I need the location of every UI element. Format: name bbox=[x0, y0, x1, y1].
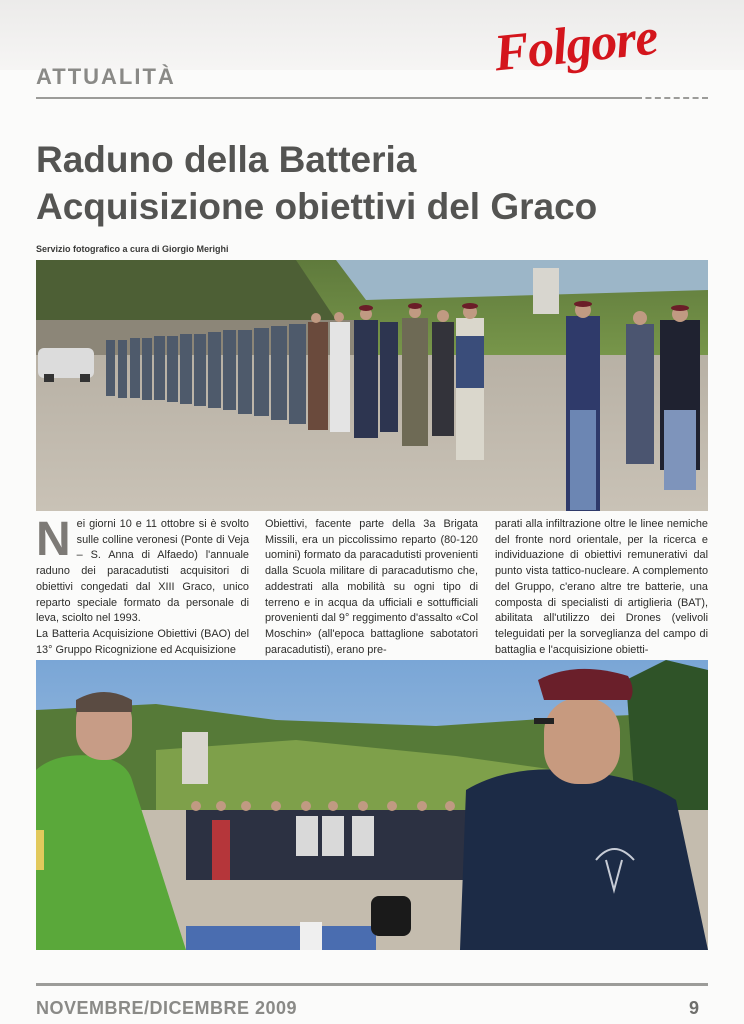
paragraph-4: parati alla infiltrazione oltre le linee nemiche del fronte nord orientale, per la ricerca e individuazione di obiettivi remunerativi dal punto vista tattico-nucleare. A complemento del Gruppo, c'erano altre tre batterie, una composta di specialisti di artiglieria (BAT), abilitata all'utilizzo dei Drones (velivoli teleguidati per la sorveglianza del campo di battaglia e l'acquisizione obietti- bbox=[495, 518, 708, 656]
paragraph-1-text: ei giorni 10 e 11 ottobre si è svolto sulle colline veronesi (Ponte di Veja – S. Anna di Alfaedo) l'annuale raduno dei paracadutisti acquisitori di obiettivi congedati dal XIII Graco, unico reparto speciale formato da personale di leva, sciolto nel 1993. bbox=[36, 518, 249, 625]
article-title bbox=[36, 136, 716, 230]
photo-mass-ceremony bbox=[36, 660, 708, 950]
header-rule bbox=[36, 97, 636, 99]
paragraph-2: La Batteria Acquisizione Obiettivi (BAO) del 13° Gruppo Ricognizione ed Acquisizione bbox=[36, 627, 249, 656]
title-line-1: Raduno della Batteria bbox=[36, 139, 417, 180]
body-column-2 bbox=[265, 517, 478, 658]
dropcap: N bbox=[36, 513, 71, 566]
section-label: ATTUALITÀ bbox=[36, 64, 176, 89]
article-body bbox=[36, 513, 708, 656]
paragraph-1 bbox=[36, 513, 249, 627]
body-column-3 bbox=[495, 517, 708, 658]
page-number: 9 bbox=[689, 998, 700, 1018]
header-rule-dashed bbox=[636, 97, 708, 99]
footer-rule bbox=[36, 983, 708, 986]
photo-group-lineup bbox=[36, 260, 708, 511]
folgore-logo bbox=[486, 8, 706, 84]
body-column-1 bbox=[36, 513, 249, 658]
logo-text: Folgore bbox=[491, 8, 660, 83]
issue-date: NOVEMBRE/DICEMBRE 2009 bbox=[36, 998, 298, 1018]
title-line-2: Acquisizione obiettivi del Graco bbox=[36, 186, 598, 227]
paragraph-3: Obiettivi, facente parte della 3a Brigata Missili, era un piccolissimo reparto (80-120 uomini) formato da paracadutisti provenienti dalla Scuola militare di paracadutismo che, addestrati alla mobilità su ogni tipo di terreno e in acqua da ufficiali e sottufficiali provenienti dal 9° reggimento d'assalto «Col Moschin» (all'epoca battaglione sabotatori paracadutisti), erano pre- bbox=[265, 518, 478, 656]
photo-credit: Servizio fotografico a cura di Giorgio Merighi bbox=[36, 244, 229, 254]
